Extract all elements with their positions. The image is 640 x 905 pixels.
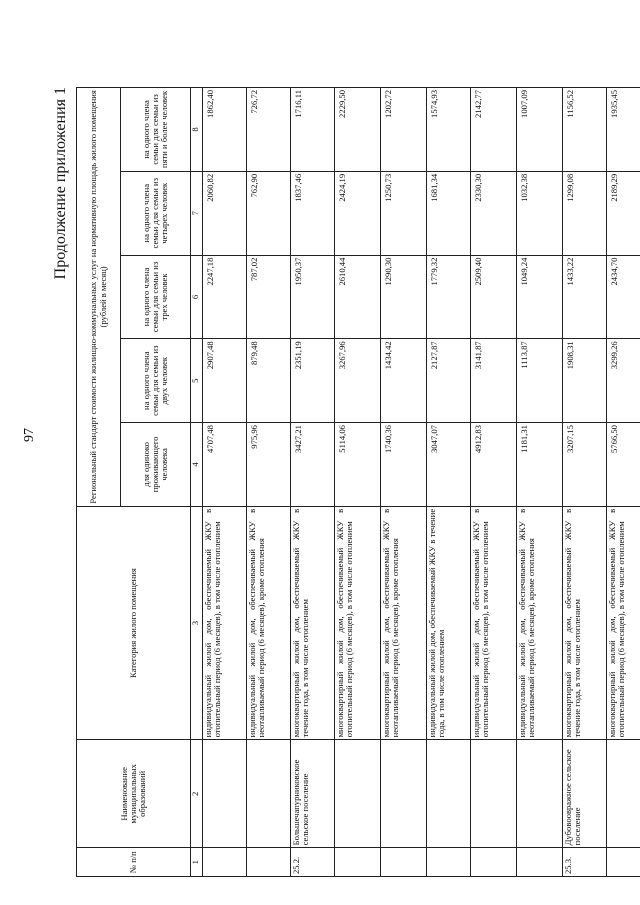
cost-value: 2142,77 xyxy=(471,88,517,172)
row-number xyxy=(335,848,381,877)
cost-value: 1156,52 xyxy=(563,88,607,172)
cost-value: 1299,08 xyxy=(563,171,607,255)
cost-value: 1935,45 xyxy=(607,88,640,172)
housing-category: многоквартирный жилой дом, обеспечиваемый ЖКУ в отопительный период (6 месяцев), в том числе отоплением xyxy=(335,506,381,740)
index-cell: 4 xyxy=(191,423,203,507)
index-cell: 1 xyxy=(191,848,203,877)
row-number: 25.3. xyxy=(563,848,607,877)
header-sub-3: на одного члена семьи для семьи из трех человек xyxy=(121,255,191,339)
cost-value: 2424,19 xyxy=(335,171,381,255)
table-row xyxy=(427,88,471,877)
cost-value: 2060,82 xyxy=(203,171,247,255)
municipality-name xyxy=(427,740,471,848)
table-row xyxy=(247,88,291,877)
rotated-document xyxy=(52,87,627,877)
cost-value: 4707,48 xyxy=(203,423,247,507)
housing-category: индивидуальный жилой дом, обеспечиваемый ЖКУ в течение года, в том числе отоплением xyxy=(427,506,471,740)
cost-value: 1290,30 xyxy=(381,255,427,339)
cost-value: 1113,87 xyxy=(517,339,563,423)
cost-value: 2509,40 xyxy=(471,255,517,339)
municipality-name: Дубовоовражное сельское поселение xyxy=(563,740,607,848)
header-municipality: Наименование муниципальных образований xyxy=(77,740,191,848)
header-sub-1: для одиноко проживающего человека xyxy=(121,423,191,507)
municipality-name xyxy=(335,740,381,848)
appendix-title: Продолжение приложения 1 xyxy=(52,87,69,280)
header-sub-4: на одного члена семьи для семьи из четырех человек xyxy=(121,171,191,255)
index-cell: 8 xyxy=(191,88,203,172)
municipality-name xyxy=(203,740,247,848)
cost-value: 3141,87 xyxy=(471,339,517,423)
table-row xyxy=(607,88,640,877)
municipality-name xyxy=(607,740,640,848)
cost-value: 3207,15 xyxy=(563,423,607,507)
cost-value: 1574,93 xyxy=(427,88,471,172)
housing-category: индивидуальный жилой дом, обеспечиваемый ЖКУ в отопительный период (6 месяцев), в том числе отоплением xyxy=(471,506,517,740)
housing-category: индивидуальный жилой дом, обеспечиваемый ЖКУ в неотапливаемый период (6 месяцев), кроме отопления xyxy=(517,506,563,740)
cost-value: 1950,37 xyxy=(291,255,335,339)
row-number xyxy=(203,848,247,877)
municipality-name xyxy=(517,740,563,848)
cost-value: 3047,07 xyxy=(427,423,471,507)
header-num: № п/п xyxy=(77,848,191,877)
cost-value: 1740,36 xyxy=(381,423,427,507)
table-body xyxy=(203,88,640,877)
cost-value: 762,90 xyxy=(247,171,291,255)
row-number xyxy=(247,848,291,877)
index-cell: 5 xyxy=(191,339,203,423)
municipality-name xyxy=(381,740,427,848)
cost-value: 1862,40 xyxy=(203,88,247,172)
header-sub-2: на одного члена семьи для семьи из двух человек xyxy=(121,339,191,423)
municipality-name: Большечапурниковское сельское поселение xyxy=(291,740,335,848)
cost-value: 2330,30 xyxy=(471,171,517,255)
housing-cost-table xyxy=(76,87,640,877)
table-row xyxy=(381,88,427,877)
row-number xyxy=(607,848,640,877)
cost-value: 2189,29 xyxy=(607,171,640,255)
table-row xyxy=(471,88,517,877)
header-sub-5: на одного члена семьи для семьи из пяти и более человек xyxy=(121,88,191,172)
header-category: Категория жилого помещения xyxy=(77,506,191,740)
housing-category: индивидуальный жилой дом, обеспечиваемый ЖКУ в неотапливаемый период (6 месяцев), кроме отопления xyxy=(247,506,291,740)
cost-value: 1007,09 xyxy=(517,88,563,172)
table-row xyxy=(335,88,381,877)
cost-value: 879,48 xyxy=(247,339,291,423)
page-number: 97 xyxy=(22,428,37,442)
cost-value: 2434,70 xyxy=(607,255,640,339)
row-number xyxy=(381,848,427,877)
cost-value: 975,96 xyxy=(247,423,291,507)
cost-value: 1250,73 xyxy=(381,171,427,255)
cost-value: 1433,22 xyxy=(563,255,607,339)
header-standard-group: Региональный стандарт стоимости жилищно-коммунальных услуг на нормативную площадь жилого помещения (рублей в месяц) xyxy=(77,88,121,507)
row-number xyxy=(427,848,471,877)
cost-value: 1434,42 xyxy=(381,339,427,423)
cost-value: 4912,83 xyxy=(471,423,517,507)
housing-category: многоквартирный жилой дом, обеспечиваемый ЖКУ в течение года, в том числе отоплением xyxy=(563,506,607,740)
cost-value: 2351,19 xyxy=(291,339,335,423)
cost-value: 2127,87 xyxy=(427,339,471,423)
housing-category: индивидуальный жилой дом, обеспечиваемый ЖКУ в отопительный период (6 месяцев), в том числе отоплением xyxy=(203,506,247,740)
housing-category: многоквартирный жилой дом, обеспечиваемый ЖКУ в отопительный период (6 месяцев), в том числе отоплением xyxy=(607,506,640,740)
cost-value: 1049,24 xyxy=(517,255,563,339)
index-cell: 6 xyxy=(191,255,203,339)
index-cell: 3 xyxy=(191,506,203,740)
municipality-name xyxy=(471,740,517,848)
row-number xyxy=(471,848,517,877)
cost-value: 1181,31 xyxy=(517,423,563,507)
municipality-name xyxy=(247,740,291,848)
row-number: 25.2. xyxy=(291,848,335,877)
table-row xyxy=(563,88,607,877)
housing-category: многоквартирный жилой дом, обеспечиваемый ЖКУ в течение года, в том числе отоплением xyxy=(291,506,335,740)
cost-value: 2247,18 xyxy=(203,255,247,339)
cost-value: 5114,06 xyxy=(335,423,381,507)
cost-value: 2907,48 xyxy=(203,339,247,423)
cost-value: 1032,38 xyxy=(517,171,563,255)
row-number xyxy=(517,848,563,877)
cost-value: 5766,50 xyxy=(607,423,640,507)
cost-value: 1681,34 xyxy=(427,171,471,255)
cost-value: 2610,44 xyxy=(335,255,381,339)
cost-value: 2229,50 xyxy=(335,88,381,172)
index-cell: 2 xyxy=(191,740,203,848)
cost-value: 787,02 xyxy=(247,255,291,339)
cost-value: 1908,31 xyxy=(563,339,607,423)
cost-value: 3267,96 xyxy=(335,339,381,423)
cost-value: 1716,11 xyxy=(291,88,335,172)
table-row xyxy=(203,88,247,877)
housing-category: многоквартирный жилой дом, обеспечиваемый ЖКУ в неотапливаемый период (6 месяцев), кроме отопления xyxy=(381,506,427,740)
table-row xyxy=(291,88,335,877)
cost-value: 1837,46 xyxy=(291,171,335,255)
table-row xyxy=(517,88,563,877)
cost-value: 726,72 xyxy=(247,88,291,172)
cost-value: 3299,26 xyxy=(607,339,640,423)
index-cell: 7 xyxy=(191,171,203,255)
cost-value: 1779,32 xyxy=(427,255,471,339)
cost-value: 1202,72 xyxy=(381,88,427,172)
cost-value: 3427,21 xyxy=(291,423,335,507)
